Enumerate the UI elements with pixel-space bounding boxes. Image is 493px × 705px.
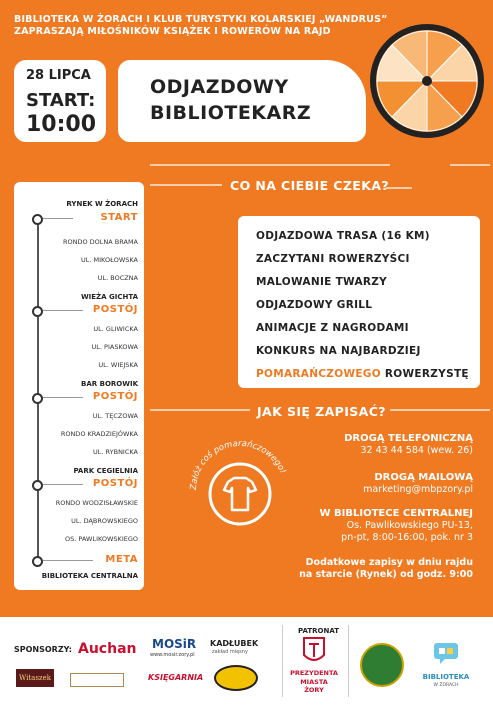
patronat-label: PATRONAT — [298, 627, 339, 635]
date-card — [14, 60, 106, 142]
last-item-rest: ROWERZYSTĘ — [380, 368, 469, 380]
title-line-1: ODJAZDOWY — [150, 76, 289, 98]
route-tick — [43, 218, 73, 219]
mosir-logo: MOSiR — [152, 637, 197, 651]
prezydenta-line-1: PREZYDENTA — [290, 669, 338, 677]
route-street: UL. WIEJSKA — [98, 361, 138, 369]
route-tick — [43, 560, 93, 561]
route-street: RONDO WODZISŁAWSKIE — [55, 499, 138, 507]
stop-1-place: WIEŻA GICHTA — [80, 293, 138, 301]
route-street: RONDO KRADZIEJÓWKA — [60, 430, 138, 438]
route-street: UL. TĘCZOWA — [92, 412, 138, 420]
circle-text: Załóż coś pomarańczowego! — [188, 438, 288, 491]
phone-number: 32 43 44 584 (wew. 26) — [360, 445, 473, 456]
route-tick — [43, 484, 83, 485]
activity-item-last — [256, 368, 469, 380]
route-card — [14, 182, 144, 590]
bike-wheel-book-logo — [368, 22, 486, 140]
header-line-2: ZAPRASZAJĄ MIŁOŚNIKÓW KSIĄŻEK I ROWERÓW NA RAJD — [14, 26, 331, 37]
library-address: Os. Pawlikowskiego PU-13, — [346, 520, 473, 531]
title-line-2: BIBLIOTEKARZ — [150, 102, 312, 124]
title-card — [118, 60, 366, 142]
activity-item: ODJAZDOWY GRILL — [256, 299, 373, 311]
auchan-logo: Auchan — [78, 641, 137, 657]
decorative-lines — [150, 150, 490, 220]
start-dot — [32, 214, 43, 225]
event-date: 28 LIPCA — [26, 68, 91, 83]
signup-extra — [299, 557, 473, 581]
signup-library — [320, 508, 473, 544]
activity-item: ZACZYTANI ROWERZYŚCI — [256, 253, 410, 265]
zory-coat-of-arms-icon — [303, 637, 325, 665]
route-tick — [43, 310, 83, 311]
footer-divider — [348, 625, 349, 697]
decorative-lines-2 — [150, 400, 490, 420]
stop-3-marker: POSTÓJ — [92, 478, 138, 489]
what-awaits-list — [238, 216, 480, 388]
biblioteka-logo: BIBLIOTEKA — [422, 673, 470, 681]
orange-word: POMARAŃCZOWEGO — [256, 368, 381, 380]
header-text — [14, 14, 388, 38]
route-street: UL. BOCZNA — [97, 274, 138, 282]
signup-title: JAK SIĘ ZAPISAĆ? — [257, 404, 386, 419]
stop-3-place: PARK CEGIELNIA — [73, 467, 138, 475]
stop-2-dot — [32, 393, 43, 404]
signup-phone — [344, 433, 473, 457]
stop-1-marker: POSTÓJ — [92, 304, 138, 315]
route-street: UL. RYBNICKA — [93, 448, 138, 456]
activity-item: KONKURS NA NAJBARDZIEJ — [256, 345, 421, 357]
route-street: UL. GLIWICKA — [93, 325, 138, 333]
witaszek-logo: Witaszek — [16, 669, 54, 687]
stop-2-place: BAR BOROWIK — [81, 380, 138, 388]
end-marker: META — [105, 554, 138, 565]
footer — [0, 617, 493, 705]
sponsors-label: SPONSORZY: — [14, 645, 72, 654]
route-street: UL. PIASKOWA — [91, 343, 138, 351]
library-hours: pn-pt, 8:00-16:00, pok. nr 3 — [341, 532, 473, 543]
route-street: OS. PAWLIKOWSKIEGO — [65, 535, 138, 543]
stop-3-dot — [32, 480, 43, 491]
activity-item: ODJAZDOWA TRASA (16 KM) — [256, 230, 430, 242]
route-street: UL. DĄBROWSKIEGO — [71, 517, 138, 525]
tshirt-icon — [224, 478, 256, 510]
end-dot — [32, 556, 43, 567]
mail-address: marketing@mbpzory.pl — [363, 484, 473, 495]
route-line — [37, 217, 39, 559]
library-speech-icon — [432, 641, 460, 665]
route-street: RONDO DOLNA BRAMA — [62, 238, 138, 246]
activity-item: MALOWANIE TWARZY — [256, 276, 388, 288]
route-tick — [43, 397, 83, 398]
extra-line-1: Dodatkowe zapisy w dniu rajdu — [305, 557, 473, 568]
signup-mail — [363, 472, 473, 496]
mail-label: DROGĄ MAILOWĄ — [374, 472, 473, 483]
header-line-1: BIBLIOTEKA W ŻORACH I KLUB TURYSTYKI KOLARSKIEJ „WANDRUS” — [14, 14, 388, 25]
start-place: RYNEK W ŻORACH — [66, 200, 138, 208]
prezydenta-line-2: MIASTA ŻORY — [300, 678, 328, 694]
mosir-url: www.mosir.zory.pl — [150, 652, 195, 658]
activity-item: ANIMACJE Z NAGRODAMI — [256, 322, 409, 334]
library-label: W BIBLIOTECE CENTRALNEJ — [319, 508, 473, 519]
stop-1-dot — [32, 306, 43, 317]
biblioteka-sub: W ŻORACH — [433, 683, 459, 688]
end-place: BIBLIOTEKA CENTRALNA — [41, 572, 138, 580]
extra-line-2: na starcie (Rynek) od godz. 9:00 — [299, 569, 473, 580]
yellow-badge-logo — [214, 665, 258, 691]
footer-divider — [282, 625, 283, 697]
start-marker: START — [100, 212, 138, 223]
wandrus-club-logo — [360, 643, 404, 687]
phone-label: DROGĄ TELEFONICZNĄ — [344, 433, 473, 444]
start-label: START: — [26, 90, 96, 111]
orange-shirt-badge — [182, 432, 298, 548]
what-awaits-title: CO NA CIEBIE CZEKA? — [230, 178, 390, 193]
ksiegarnia-logo: KSIĘGARNIA — [148, 673, 204, 682]
route-street: UL. MIKOŁOWSKA — [81, 256, 138, 264]
kadlubek-sub: zakład mięsny — [212, 649, 248, 655]
stop-2-marker: POSTÓJ — [92, 391, 138, 402]
start-time: 10:00 — [26, 112, 97, 137]
wine-logo — [70, 673, 124, 687]
kadlubek-logo: KADŁUBEK — [210, 639, 259, 648]
